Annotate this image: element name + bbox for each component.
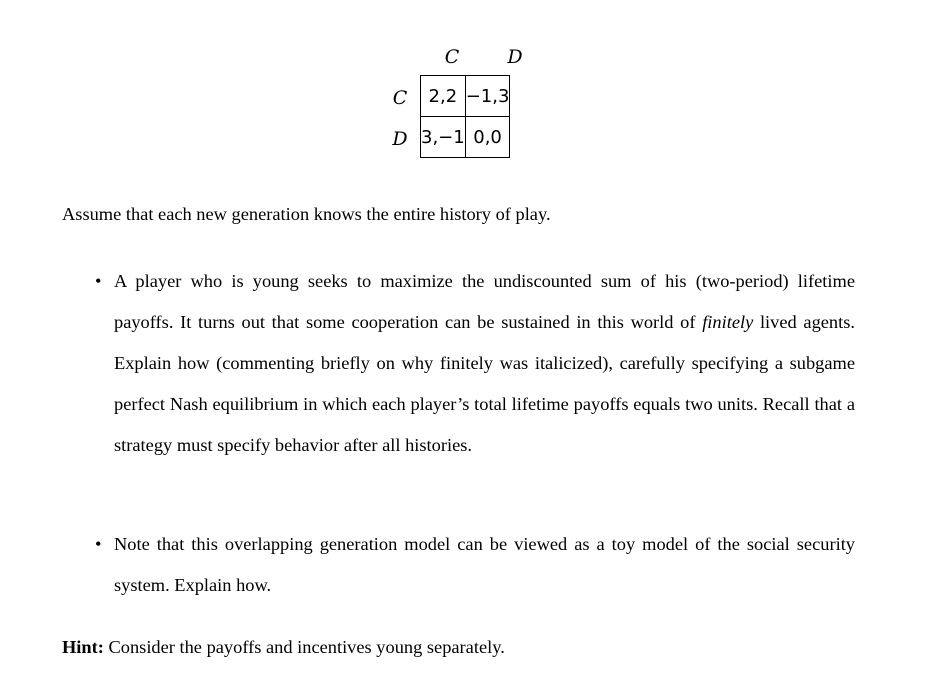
hint-paragraph bbox=[62, 637, 882, 658]
payoff-cell-dd: 0,0 bbox=[465, 117, 510, 158]
bullet-icon: • bbox=[95, 271, 102, 291]
payoff-cell-dc: 3,−1 bbox=[421, 117, 466, 158]
payoff-row-d bbox=[421, 117, 510, 158]
list-item-text bbox=[114, 261, 855, 466]
list-item-text-part: lived agents. Explain how (commenting briefly on why finitely was italicized), carefully specifying a subgame perfect Nash equilibrium in which each player’s total lifetime payoffs equals two units. Recall that a strategy must specify behavior after all histories. bbox=[114, 312, 855, 455]
payoff-cell-cc: 2,2 bbox=[421, 76, 466, 117]
list-item bbox=[95, 261, 855, 466]
column-label-c: C bbox=[444, 46, 460, 68]
list-item-text: Note that this overlapping generation model can be viewed as a toy model of the social security system. Explain how. bbox=[114, 534, 855, 595]
payoff-cell-cd: −1,3 bbox=[465, 76, 510, 117]
list-item bbox=[95, 524, 855, 606]
payoff-row-c bbox=[421, 76, 510, 117]
row-label-c: C bbox=[392, 87, 408, 109]
hint-label: Hint: bbox=[62, 637, 104, 657]
column-label-d: D bbox=[507, 46, 523, 68]
list-item-text-part: A player who is young seeks to maximize the undiscounted sum of his (two-period) lifetime payoffs. It turns out that some cooperation can be sustained in this world of bbox=[114, 271, 855, 332]
hint-text: Consider the payoffs and incentives young separately. bbox=[103, 637, 505, 657]
payoff-table bbox=[420, 75, 510, 158]
intro-paragraph: Assume that each new generation knows the entire history of play. bbox=[62, 204, 551, 224]
row-label-d: D bbox=[392, 128, 408, 150]
emphasized-word: finitely bbox=[702, 312, 754, 332]
bullet-icon: • bbox=[95, 534, 102, 554]
